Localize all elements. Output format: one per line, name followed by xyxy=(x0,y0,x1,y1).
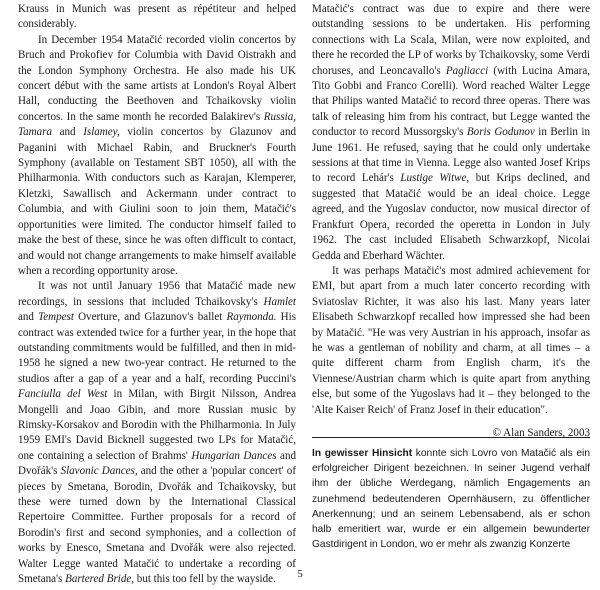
page-number: 5 xyxy=(297,568,303,580)
divider-rule xyxy=(312,437,590,438)
paragraph-3: It was not until January 1956 that Matačić made new recordings, in sessions that included Tchaikovsky's Hamlet and Tempest Overture, and Glazunov's ballet Raymonda. His contract was extended twice for a further year, in the hope that outstanding commitments would be fulfilled, and then in mid-1958 he signed a new two-year contract. He returned to the studios after a gap of a year and a half, recording Puccini's Fanciulla del West in Milan, with Birgit Nilsson, Andrea Mongelli and Joao Gibin, and more Russian music by Rimsky-Korsakov and Borodin with the Philharmonia. In July 1959 EMI's David Bicknell suggested two LPs for Matačić, one containing a selection of Brahms' Hungarian Dances and Dvořák's Slavonic Dances, and the other a 'popular concert' of pieces by Smetana, Borodin, Dvořák and Tchaikovsky, but these were turned down by the International Classical Repertoire Committee. Further proposals for a record of Borodin's first and second symphonies, and a collection of works by Enesco, Smetana and Dvořák were also rejected. Walter Legge wanted Matačić to undertake a recording of Smetana's Bartered Bride, but this too fell by the wayside. xyxy=(18,280,297,586)
paragraph-2: In December 1954 Matačić recorded violin concertos by Bruch and Prokofiev for Columbia with David Oistrakh and the London Symphony Orchestra. He also made his UK concert début with the same artists at London's Royal Albert Hall, conducting the Beethoven and Tchaikovsky violin concertos. In the same month he recorded Balakirev's Russia, Tamara and Islamey, violin concertos by Glazunov and Paganini with Michael Rabin, and Bruckner's Fourth Symphony (available on Testament SBT 1050), all with the Philharmonia. With conductors such as Karajan, Klemperer, Kletzki, Sawallisch and Ackermann under contract to Columbia, and with Giulini soon to join them, Matačić's opportunities were limited. The conductor himself failed to make the best of these, since he was often difficult to contact, and would not change arrangements to make himself available when a recording opportunity arose. xyxy=(18,33,296,277)
copyright-signature: © Alan Sanders, 2003 xyxy=(492,426,590,439)
left-column xyxy=(18,2,296,587)
paragraph-5: It was perhaps Matačić's most admired achievement for EMI, but apart from a much later concerto recording with Sviatoslav Richter, it was also his last. Many years later Elisabeth Schwarzkopf recalled how impressed she had been by Matačić. "He was very Austrian in his approach, insofar as he was a gentleman of nobility and charm, at all times – a quite different charm from English charm, it's the Viennese/Austrian charm which is quite apart from anything else, but some of the Yugoslavs had it – they belonged to the 'Alte Kaiser Reich' of Franz Josef in their education". xyxy=(312,264,590,416)
right-column xyxy=(312,2,590,441)
paragraph-1: Krauss in Munich was present as répétiteur and helped considerably. xyxy=(18,3,296,31)
german-paragraph: In gewisser Hinsicht konnte sich Lovro von Matačić als ein erfolgreicher Dirigent bezeichnen. In seiner Jugend verhalf ihm der übliche Werdegang, nämlich Engagements an zunehmend bedeutenderen Opernhäusern, zu öffentlicher Anerkennung; und an seinem Lebensabend, als er schon halb emeritiert war, wurde er ein allgemein bewunderter Gastdirigent in London, wo er mehr als zwanzig Konzerte xyxy=(312,448,590,551)
paragraph-4: Matačić's contract was due to expire and there were outstanding sessions to be undertaken. His performing connections with La Scala, Milan, were now exploited, and there he recorded the LP of works by Tchaikovsky, some Verdi choruses, and Leoncavallo's Pagliacci (with Lucina Amara, Tito Gobbi and Franco Corelli). Word reached Walter Legge that Philips wanted Matačić to record three operas. There was talk of releasing him from his contract, but Legge wanted the conductor to record Mussorgsky's Boris Godunov in Berlin in June 1961. He refused, saying that he could only undertake sessions at that time in Vienna. Legge also wanted Josef Krips to record Lehár's Lustige Witwe, but Krips declined, and suggested that Matačić would be an ideal choice. Legge agreed, and the Yugoslav conductor, now musical director of Frankfurt Opera, recorded the operetta in London in July 1962. The cast included Elisabeth Schwarzkopf, Nicolai Gedda and Eberhard Wächter. xyxy=(312,3,591,262)
